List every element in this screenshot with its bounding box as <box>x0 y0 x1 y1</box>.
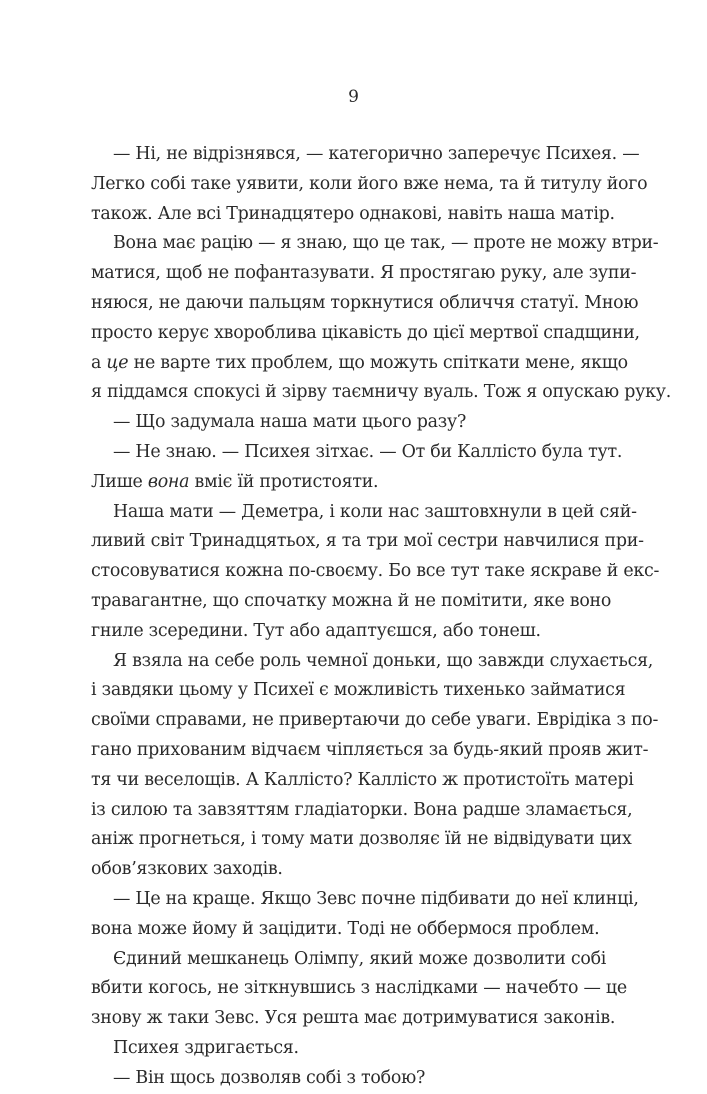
text-line: гано прихованим відчаєм чіпляється за будь-який прояв жит- <box>91 739 649 760</box>
text-line: вона може йому й зацідити. Тоді не оббермося проблем. <box>91 918 600 939</box>
text-line: — Не знаю. — Психея зітхає. — От би Каллісто була тут. <box>113 441 623 462</box>
text-line: Легко собі таке уявити, коли його вже нема, та й титулу його <box>91 173 648 194</box>
text-line: травагантне, що спочатку можна й не помітити, яке воно <box>91 590 612 611</box>
text-line: я піддамся спокусі й зірву таємничу вуаль. Тож я опускаю руку. <box>91 382 671 403</box>
body-text <box>91 140 671 1094</box>
text-line <box>91 468 601 498</box>
text-segment: вміє їй протистояти. <box>189 471 379 492</box>
text-line: і завдяки цьому у Психеї є можливість тихенько займатися <box>91 680 626 701</box>
text-line: няюся, не даючи пальцям торкнутися обличчя статуї. Мною <box>91 292 639 313</box>
text-line: вбити когось, не зіткнувшись з наслідками — начебто — це <box>91 978 627 999</box>
text-line: тя чи веселощів. А Каллісто? Каллісто ж протистоїть матері <box>91 769 634 790</box>
text-line: Я взяла на себе роль чемної доньки, що завжди слухається, <box>113 650 654 671</box>
text-line: знову ж таки Зевс. Уся решта має дотримуватися законів. <box>91 1008 616 1029</box>
emphasis-text: вона <box>147 471 190 492</box>
emphasis-text: це <box>106 352 129 373</box>
text-line: також. Але всі Тринадцятеро однакові, навіть наша матір. <box>91 203 615 224</box>
text-line: матися, щоб не пофантазувати. Я простягаю руку, але зупи- <box>91 263 637 284</box>
text-line: ливий світ Тринадцятьох, я та три мої сестри навчилися при- <box>91 531 644 552</box>
text-line: гниле зсередини. Тут або адаптуєшся, або тонеш. <box>91 620 541 641</box>
text-line <box>91 349 628 379</box>
text-line: стосовуватися кожна по-своєму. Бо все тут таке яскраве й екс- <box>91 561 660 582</box>
text-segment: Лише <box>91 471 148 492</box>
text-line: із силою та завзяттям гладіаторки. Вона радше зламається, <box>91 799 633 820</box>
text-line: Вона має рацію — я знаю, що це так, — проте не можу втри- <box>113 233 659 254</box>
text-line: — Він щось дозволяв собі з тобою? <box>113 1067 426 1088</box>
text-line: своїми справами, не привертаючи до себе уваги. Еврідіка з по- <box>91 710 659 731</box>
text-line: Наша мати — Деметра, і коли нас заштовхнули в цей сяй- <box>113 501 637 522</box>
text-line: аніж прогнеться, і тому мати дозволяє їй не відвідувати цих <box>91 829 632 850</box>
text-line: — Ні, не відрізнявся, — категорично заперечує Психея. — <box>113 144 640 164</box>
text-line: обов’язкових заходів. <box>91 859 283 880</box>
text-line: просто керує хвороблива цікавість до цієї мертвої спадщини, <box>91 322 640 343</box>
page-number: 9 <box>348 87 359 107</box>
text-line: Єдиний мешканець Олімпу, який може дозволити собі <box>113 948 607 969</box>
text-line: Психея здригається. <box>113 1037 299 1058</box>
text-segment: не варте тих проблем, що можуть спіткати мене, якщо <box>128 352 628 373</box>
text-segment: а <box>91 352 107 373</box>
text-line: — Це на краще. Якщо Зевс почне підбивати до неї клинці, <box>113 888 639 909</box>
text-line: — Що задумала наша мати цього разу? <box>113 412 467 433</box>
